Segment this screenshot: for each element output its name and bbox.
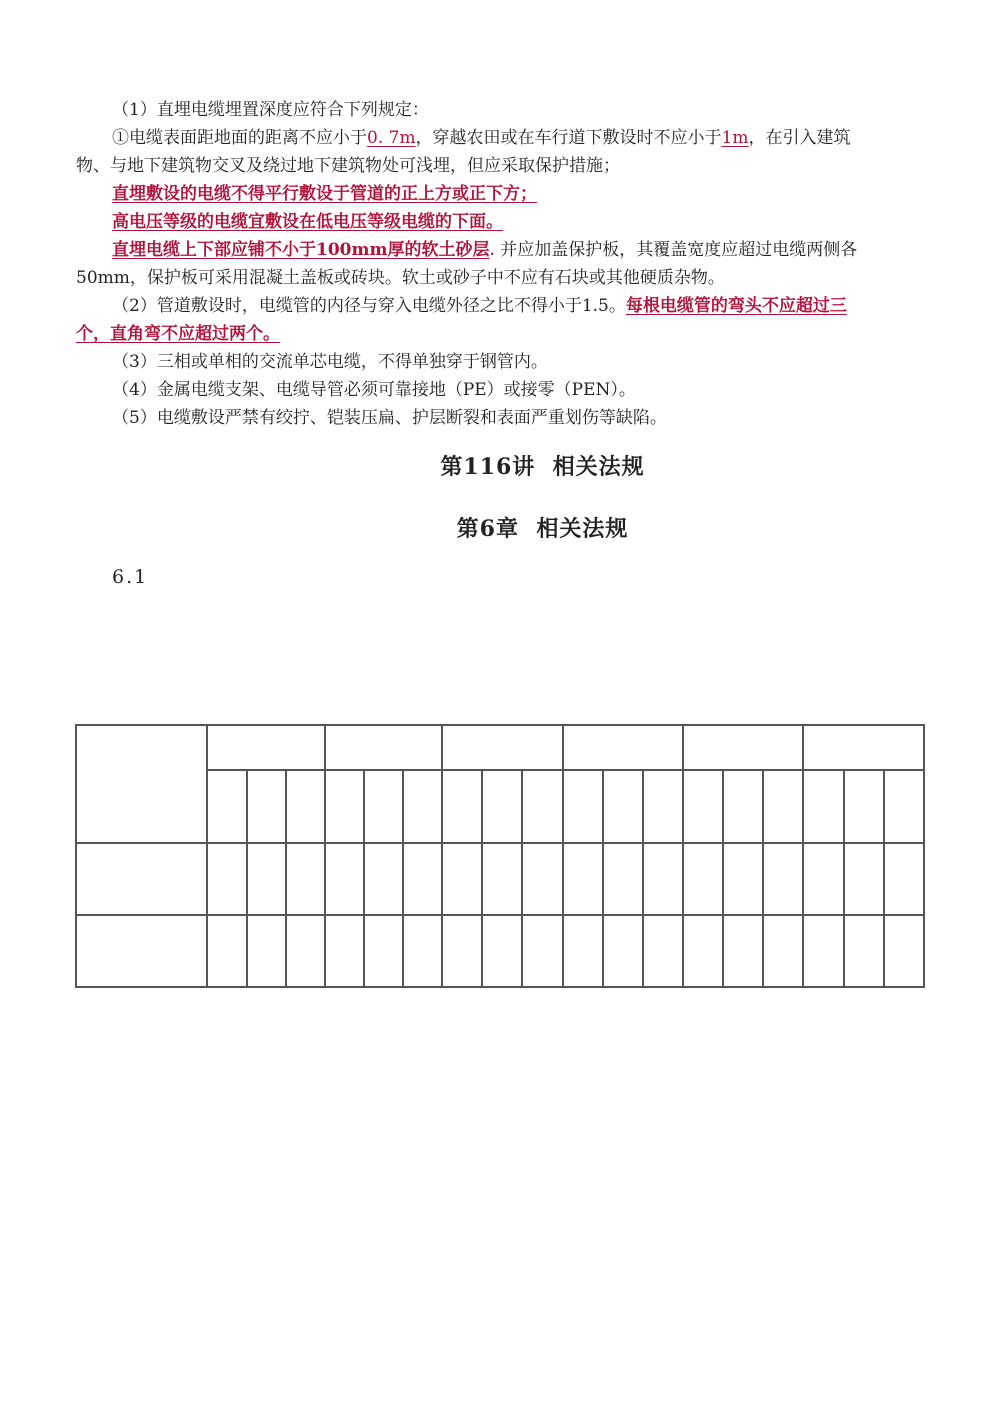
- table-corner-cell: [76, 725, 207, 843]
- table-group-cell: [325, 725, 442, 770]
- depth-value-farm: 1m: [721, 128, 749, 148]
- table-group-cell: [207, 725, 324, 770]
- highlight-voltage-rule: 高电压等级的电缆宜敷设在低电压等级电缆的下面。: [112, 212, 503, 232]
- highlight-parallel-rule: 直埋敷设的电缆不得平行敷设于管道的正上方或正下方；: [112, 184, 537, 204]
- paragraph-3: 物、与地下建筑物交叉及绕过地下建筑物处可浅埋，但应采取保护措施；: [76, 156, 620, 176]
- highlight-bend-rule: 每根电缆管的弯头不应超过三: [625, 296, 847, 316]
- highlight-sand-layer: 直埋电缆上下部应铺不小于100mm厚的软土砂层: [112, 240, 490, 260]
- lecture-heading: 第116讲 相关法规: [440, 454, 645, 480]
- chapter-heading: 第6章 相关法规: [456, 516, 629, 542]
- table-group-cell: [803, 725, 924, 770]
- paragraph-8: （2）管道敷设时，电缆管的内径与穿入电缆外径之比不得小于1.5。每根电缆管的弯头不应超过三: [112, 296, 847, 316]
- paragraph-7: 50mm，保护板可采用混凝土盖板或砖块。软土或砂子中不应有石块或其他硬质杂物。: [76, 268, 725, 288]
- paragraph-2: ①电缆表面距地面的距离不应小于0. 7m，穿越农田或在车行道下敷设时不应小于1m，在引入建筑: [112, 128, 851, 148]
- paragraph-11: （4）金属电缆支架、电缆导管必须可靠接地（PE）或接零（PEN）。: [112, 380, 636, 400]
- empty-table: [75, 724, 925, 988]
- paragraph-12: （5）电缆敷设严禁有绞拧、铠装压扁、护层断裂和表面严重划伤等缺陷。: [112, 408, 667, 428]
- table-group-cell: [442, 725, 562, 770]
- table-group-cell: [563, 725, 683, 770]
- section-number: 6.1: [112, 566, 149, 588]
- table-row: [76, 915, 924, 987]
- paragraph-6: 直埋电缆上下部应铺不小于100mm厚的软土砂层. 并应加盖保护板，其覆盖宽度应超过电缆两侧各: [112, 240, 858, 260]
- table-header-row: [76, 725, 924, 770]
- paragraph-1: （1）直埋电缆埋置深度应符合下列规定：: [112, 100, 429, 120]
- depth-value: 0. 7m: [367, 128, 416, 148]
- paragraph-10: （3）三相或单相的交流单芯电缆，不得单独穿于钢管内。: [112, 352, 548, 372]
- table-row: [76, 843, 924, 915]
- table-group-cell: [683, 725, 803, 770]
- highlight-bend-rule-cont: 个，直角弯不应超过两个。: [76, 324, 280, 344]
